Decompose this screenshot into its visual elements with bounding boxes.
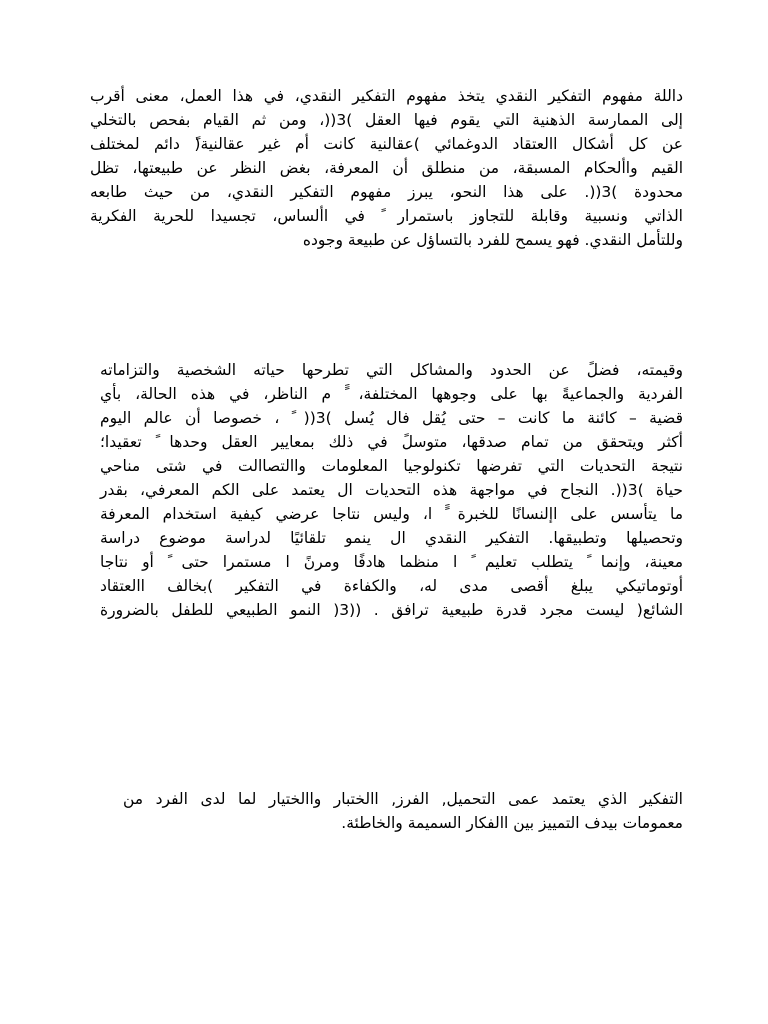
paragraph-line: حياة )3((. النجاح في مواجهة هذه التحديات ال يعتمد على الكم المعرفي، بقدر — [100, 481, 684, 499]
paragraph-line: وقيمته، فضلً عن الحدود والمشاكل التي تطرحها حياته الشخصية والتزاماته — [100, 361, 683, 379]
paragraph-line: القيم واألحكام المسبقة، من منطلق أن المعرفة، بغض النظر عن طبيعتها، تظل — [90, 159, 683, 177]
paragraph-line: محدودة )3((. على هذا النحو، يبرز مفهوم التفكير النقدي، من حيث طابعه — [90, 183, 683, 201]
paragraph-3 — [123, 787, 683, 835]
paragraph-line: داللة مفهوم التفكير النقدي يتخذ مفهوم التفكير النقدي، في هذا العمل، معنى أقرب — [90, 87, 683, 105]
paragraph-line: نتيجة التحديات التي تفرضها تكنولوجيا المعلومات واالتصاالت في شتى مناحي — [100, 457, 683, 475]
paragraph-line: معينة، وإنما ً يتطلب تعليم ً ا منظما هادفًا ومرنً ا مستمرا حتى ً أو نتاجا — [100, 553, 683, 571]
paragraph-line: الفردية والجماعيةً بها على وجوهها المختلفة، ًَ م الناظر، في هذه الحالة، بأي — [100, 385, 683, 403]
paragraph-line: وتحصيلها وتطبيقها. التفكير النقدي ال ينمو تلقائيًا لدراسة موضوع دراسة — [100, 529, 683, 547]
paragraph-2 — [100, 358, 683, 622]
paragraph-1 — [90, 84, 683, 252]
paragraph-line: ما يتأسس على اإلنسانًا للخبرة ًَ ا، وليس نتاجا عرضي كيفية استخدام المعرفة — [100, 505, 683, 523]
paragraph-line: عن كل أشكال االعتقاد الدوغمائي )عقالنية كانت أم غير عقالنية(ً دائم لمختلف — [90, 135, 683, 153]
paragraph-line: أكثر ويتحقق من تمام صدقها، متوسلً في ذلك بمعايير العقل وحدها ً تعقيدا؛ — [100, 433, 683, 451]
paragraph-line: معمومات بيدف التمييز بين االفكار السميمة والخاطئة. — [341, 814, 683, 832]
paragraph-line: قضية – كائنة ما كانت – حتى يُقل فال يُسل )3(( ً ، خصوصا أن عالم اليوم — [100, 409, 683, 427]
paragraph-line: أوتوماتيكي يبلغ أقصى مدى له، والكفاءة في التفكير )بخالف االعتقاد — [100, 577, 683, 595]
paragraph-line: وللتأمل النقدي. فهو يسمح للفرد بالتساؤل عن طبيعة وجوده — [302, 231, 683, 249]
paragraph-line: الشائع( ليست مجرد قدرة طبيعية ترافق . ((3( النمو الطبيعي للطفل بالضرورة — [100, 601, 683, 619]
paragraph-line: التفكير الذي يعتمد عمى التحميل, الفرز, االختبار واالختيار لما لدى الفرد من — [123, 790, 683, 808]
paragraph-line: إلى الممارسة الذهنية التي يقوم فيها العقل )3((، ومن ثم القيام بفحص بالتخلي — [90, 111, 683, 129]
paragraph-line: الذاتي ونسبية وقابلة للتجاوز باستمرار ً في األساس، تجسيدا للحرية الفكرية — [90, 207, 683, 225]
